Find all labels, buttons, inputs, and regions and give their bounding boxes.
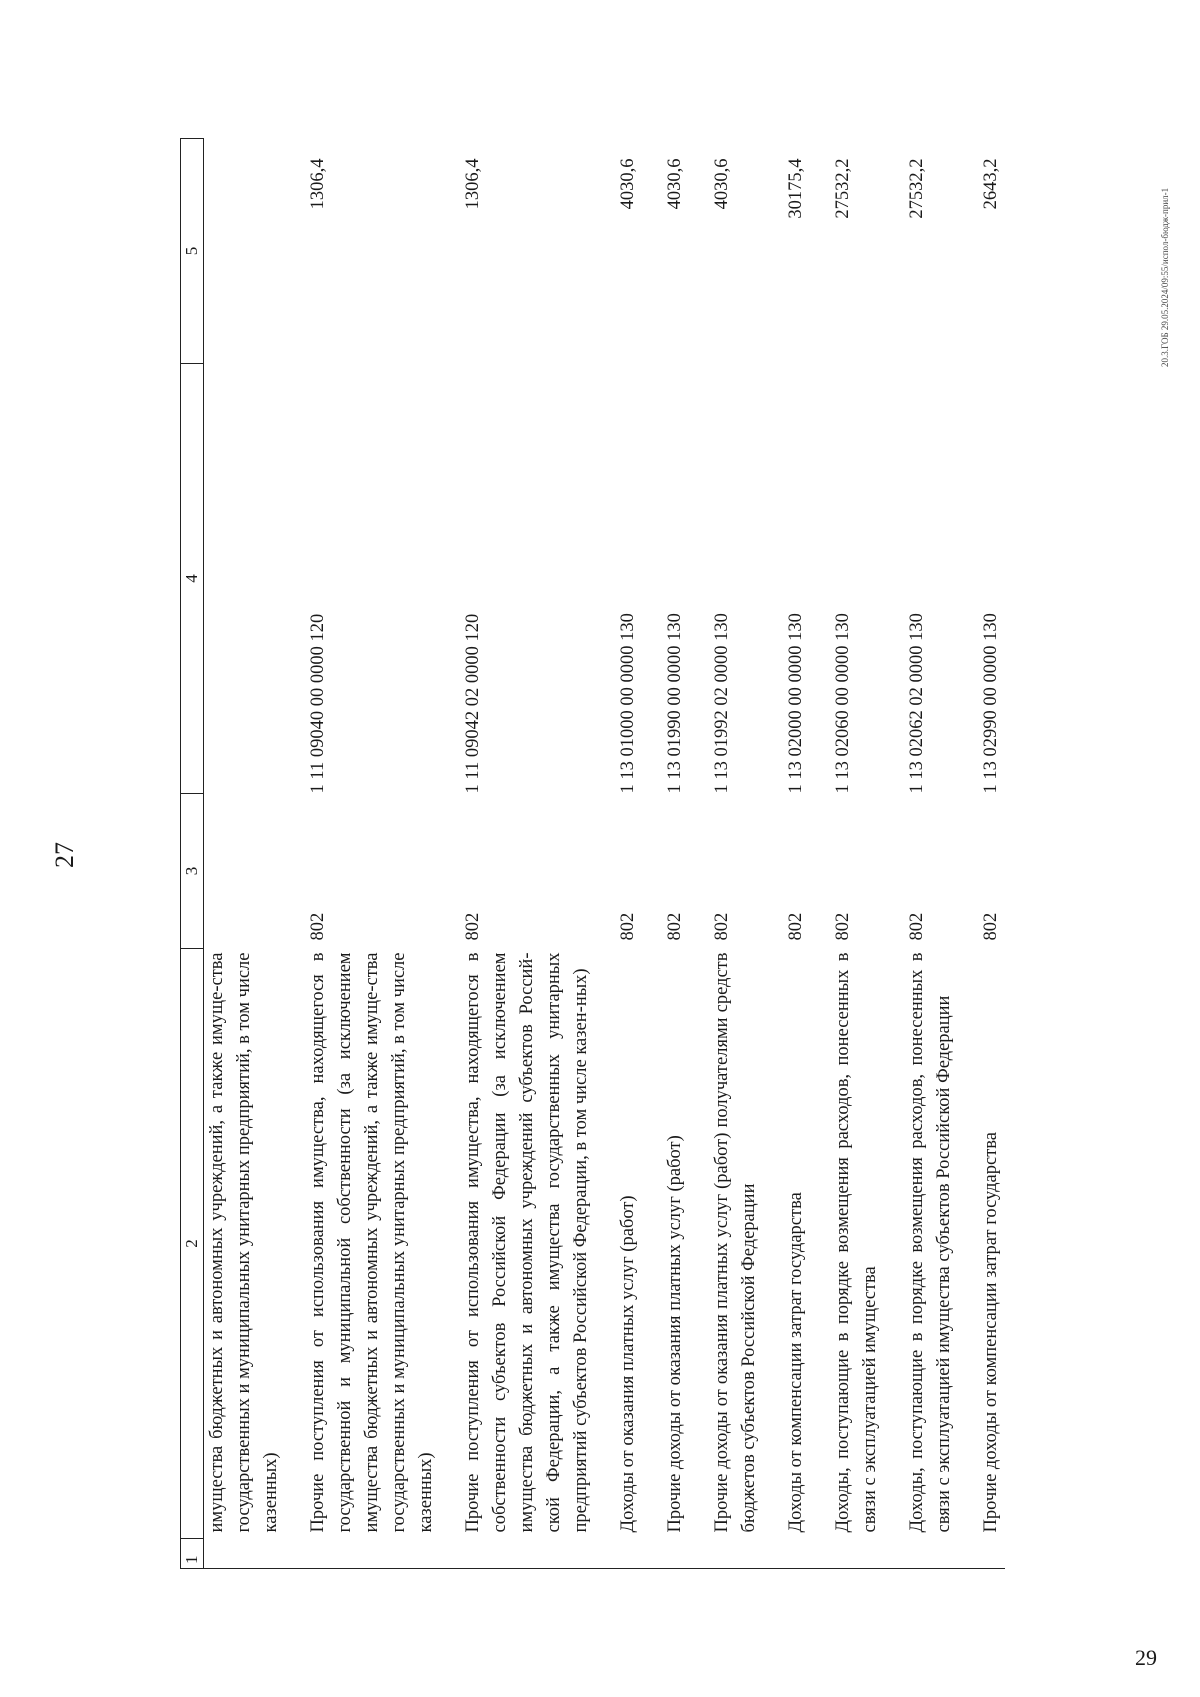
row-admin-code — [204, 794, 306, 949]
row-name: Прочие поступления от использования имущества, находящегося в государственной и муниципальной собственности (за исключением имущества бюджетных и автономных учреждений, а также имуще-ства государственных и муниципальных унитарных предприятий, в том числе казенных) — [308, 952, 436, 1533]
row-budget-code: 1 13 02990 00 0000 130 — [981, 613, 1001, 794]
row-budget-code — [204, 364, 306, 794]
table-row — [662, 139, 709, 1569]
row-amount — [204, 139, 306, 364]
row-budget-code: 1 13 02060 00 0000 130 — [833, 613, 853, 794]
table-row — [709, 139, 783, 1569]
row-name: Доходы от оказания платных услуг (работ) — [618, 1195, 638, 1533]
row-budget-code: 1 13 01990 00 0000 130 — [665, 613, 685, 794]
row-admin-code: 802 — [712, 912, 732, 941]
row-index-cell — [709, 1539, 783, 1569]
table-row — [978, 139, 1005, 1569]
table-row — [305, 139, 460, 1569]
column-header-3: 3 — [181, 794, 204, 949]
column-header-2: 2 — [181, 949, 204, 1539]
row-admin-code: 802 — [786, 912, 806, 941]
column-header-4: 4 — [181, 364, 204, 794]
row-amount: 27532,2 — [833, 158, 853, 219]
row-name: Прочие доходы от оказания платных услуг (работ) — [665, 1135, 685, 1533]
table-row — [783, 139, 830, 1569]
row-index-cell — [662, 1539, 709, 1569]
column-header-1: 1 — [181, 1539, 204, 1569]
row-budget-code: 1 11 09040 00 0000 120 — [308, 613, 328, 794]
table-header — [181, 139, 204, 1569]
row-index-cell — [783, 1539, 830, 1569]
row-index-cell — [978, 1539, 1005, 1569]
table-row — [904, 139, 978, 1569]
row-budget-code: 1 11 09042 02 0000 120 — [463, 613, 483, 794]
row-amount: 30175,4 — [786, 158, 806, 219]
row-amount: 4030,6 — [618, 158, 638, 210]
row-amount: 4030,6 — [665, 158, 685, 210]
row-budget-code: 1 13 01000 00 0000 130 — [618, 613, 638, 794]
page-number: 27 — [50, 842, 79, 868]
sheet-number: 29 — [1135, 1645, 1157, 1670]
row-amount: 2643,2 — [981, 158, 1001, 210]
row-index-cell — [904, 1539, 978, 1569]
column-header-5: 5 — [181, 139, 204, 364]
table-row — [830, 139, 904, 1569]
row-index-cell — [460, 1539, 615, 1569]
table-body — [204, 139, 1006, 1569]
table-header-row — [181, 139, 204, 1569]
row-admin-code: 802 — [907, 912, 927, 941]
table-row — [204, 139, 306, 1569]
row-index-cell — [305, 1539, 460, 1569]
row-amount: 27532,2 — [907, 158, 927, 219]
row-admin-code: 802 — [665, 912, 685, 941]
row-name: Прочие доходы от оказания платных услуг (работ) получателями средств бюджетов субъектов Российской Федерации — [712, 952, 759, 1533]
row-index-cell — [204, 1539, 306, 1569]
row-name: Доходы от компенсации затрат государства — [786, 1192, 806, 1533]
row-amount: 1306,4 — [308, 158, 328, 210]
table-row — [615, 139, 662, 1569]
footer-stamp: 20.3.ГОБ 29.05.2024/09:55/испол-бюдж-прил-1 — [1160, 187, 1170, 367]
row-amount: 1306,4 — [463, 158, 483, 210]
row-name: Доходы, поступающие в порядке возмещения расходов, понесенных в связи с эксплуатацией имущества субъектов Российской Федерации — [907, 952, 954, 1533]
row-name: Доходы, поступающие в порядке возмещения расходов, понесенных в связи с эксплуатацией имущества — [833, 952, 880, 1533]
row-index-cell — [830, 1539, 904, 1569]
revenue-table — [180, 138, 1005, 1569]
row-amount: 4030,6 — [712, 158, 732, 210]
row-admin-code: 802 — [833, 912, 853, 941]
row-budget-code: 1 13 01992 02 0000 130 — [712, 613, 732, 794]
row-admin-code: 802 — [981, 912, 1001, 941]
row-index-cell — [615, 1539, 662, 1569]
row-admin-code: 802 — [308, 912, 328, 941]
row-budget-code: 1 13 02000 00 0000 130 — [786, 613, 806, 794]
row-admin-code: 802 — [463, 912, 483, 941]
row-budget-code: 1 13 02062 02 0000 130 — [907, 613, 927, 794]
row-name: Прочие поступления от использования имущества, находящегося в собственности субъектов Российской Федерации (за исключением имущества бюджетных и автономных учреждений субъектов Россий-ской Федерации, а также имущества государственных унитарных предприятий субъектов Российской Федерации, в том числе казен-ных) — [463, 952, 591, 1533]
row-admin-code: 802 — [618, 912, 638, 941]
table-row — [460, 139, 615, 1569]
row-name: имущества бюджетных и автономных учреждений, а также имуще-ства государственных и муниципальных унитарных предприятий, в том числе казенных) — [207, 952, 281, 1533]
row-name: Прочие доходы от компенсации затрат государства — [981, 1131, 1001, 1533]
